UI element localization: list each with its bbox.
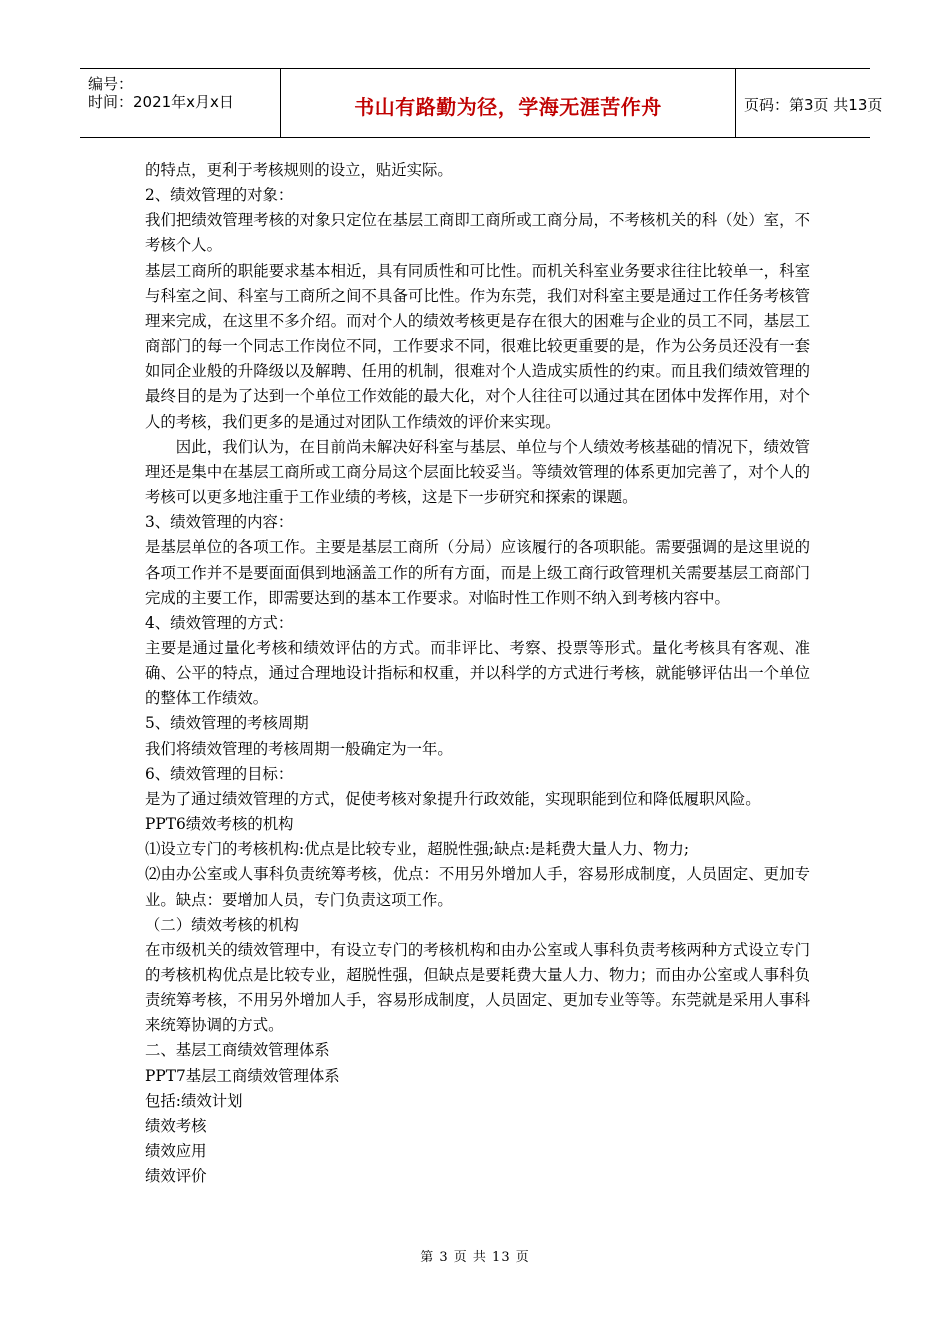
- list-item: 绩效应用: [145, 1142, 207, 1161]
- slide-reference: PPT7基层工商绩效管理体系: [145, 1066, 340, 1085]
- paragraph: 是基层单位的各项工作。主要是基层工商所（分局）应该履行的各项职能。需要强调的是这里说的各项工作并不是要面面俱到地涵盖工作的所有方面，而是上级工商行政管理机关需要基层工商部门完成的主要工作，即需要达到的基本工作要求。对临时性工作则不纳入到考核内容中。: [145, 538, 810, 607]
- document-body: [145, 158, 810, 1189]
- header-page-number: 页码：第3页 共13页: [744, 96, 883, 114]
- list-item: 包括:绩效计划: [145, 1091, 243, 1110]
- section-heading: 5、绩效管理的考核周期: [145, 714, 309, 733]
- header-motto-cell: [280, 69, 736, 137]
- section-heading: 6、绩效管理的目标：: [145, 764, 294, 783]
- paragraph: 因此，我们认为，在目前尚未解决好科室与基层、单位与个人绩效考核基础的情况下，绩效管理还是集中在基层工商所或工商分局这个层面比较妥当。等绩效管理的体系更加完善了，对个人的考核可以更多地注重于工作业绩的考核，这是下一步研究和探索的课题。: [145, 437, 810, 507]
- header-page-cell: [736, 69, 883, 137]
- section-heading: 2、绩效管理的对象：: [145, 186, 294, 205]
- list-item: 绩效考核: [145, 1116, 207, 1135]
- page-footer: 第 3 页 共 13 页: [420, 1250, 530, 1265]
- header-info-cell: [80, 69, 280, 137]
- document-date-label: 时间：2021年x月x日: [88, 93, 234, 111]
- paragraph: 我们将绩效管理的考核周期一般确定为一年。: [145, 739, 453, 758]
- page-header: [80, 68, 883, 138]
- list-item: 绩效评价: [145, 1167, 207, 1186]
- section-heading: 二、基层工商绩效管理体系: [145, 1041, 330, 1060]
- paragraph: 是为了通过绩效管理的方式，促使考核对象提升行政效能，实现职能到位和降低履职风险。: [145, 789, 761, 808]
- section-heading: （二）绩效考核的机构: [145, 915, 299, 934]
- list-item: ⑵由办公室或人事科负责统筹考核，优点：不用另外增加人手，容易形成制度，人员固定、更加专业。缺点：要增加人员，专门负责这项工作。: [145, 865, 810, 909]
- paragraph: 在市级机关的绩效管理中，有设立专门的考核机构和由办公室或人事科负责考核两种方式设立专门的考核机构优点是比较专业，超脱性强，但缺点是要耗费大量人力、物力；而由办公室或人事科负责统筹考核，不用另外增加人手，容易形成制度，人员固定、更加专业等等。东莞就是采用人事科来统筹协调的方式。: [145, 940, 810, 1035]
- list-item: ⑴设立专门的考核机构:优点是比较专业，超脱性强;缺点:是耗费大量人力、物力;: [145, 840, 690, 859]
- document-number-label: 编号：: [88, 75, 134, 93]
- paragraph: 基层工商所的职能要求基本相近，具有同质性和可比性。而机关科室业务要求往往比较单一，科室与科室之间、科室与工商所之间不具备可比性。作为东莞，我们对科室主要是通过工作任务考核管理来完成，在这里不多介绍。而对个人的绩效考核更是存在很大的困难与企业的员工不同，基层工商部门的每一个同志工作岗位不同，工作要求不同，很难比较更重要的是，作为公务员还没有一套如同企业般的升降级以及解聘、任用的机制，很难对个人造成实质性的约束。而且我们绩效管理的最终目的是为了达到一个单位工作效能的最大化，对个人往往可以通过其在团体中发挥作用，对个人的考核，我们更多的是通过对团队工作绩效的评价来实现。: [145, 261, 810, 431]
- section-heading: 4、绩效管理的方式：: [145, 613, 294, 632]
- paragraph: 主要是通过量化考核和绩效评估的方式。而非评比、考察、投票等形式。量化考核具有客观、准确、公平的特点，通过合理地设计指标和权重，并以科学的方式进行考核，就能够评估出一个单位的整体工作绩效。: [145, 638, 810, 708]
- paragraph: 的特点，更利于考核规则的设立，贴近实际。: [145, 161, 453, 179]
- slide-reference: PPT6绩效考核的机构: [145, 815, 294, 834]
- header-motto: 书山有路勤为径，学海无涯苦作舟: [354, 95, 662, 119]
- section-heading: 3、绩效管理的内容：: [145, 513, 294, 532]
- paragraph: 我们把绩效管理考核的对象只定位在基层工商即工商所或工商分局，不考核机关的科（处）室，不考核个人。: [145, 211, 810, 255]
